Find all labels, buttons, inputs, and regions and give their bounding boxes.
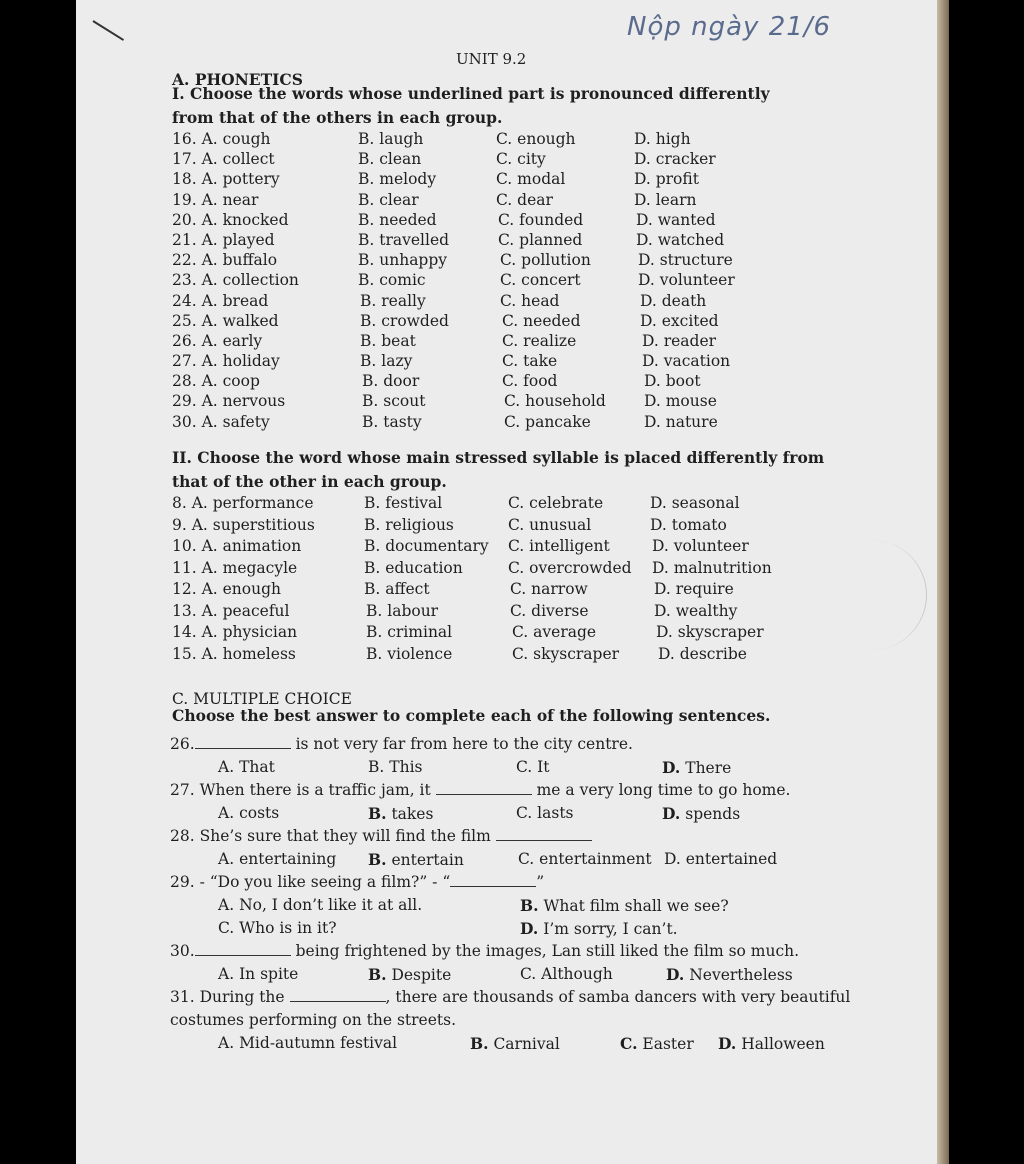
- multiple-choice-list: [170, 735, 850, 1057]
- options-27: A. costs B. takes C. lasts D. spends: [218, 804, 741, 823]
- unit-title: UNIT 9.2: [456, 50, 527, 68]
- worksheet-page: Nộp ngày 21/6 UNIT 9.2 A. PHONETICS I. Choose the words whose underlined part is pronounced differently from that of the others in each group. 16. A. cough B. laugh C. enough D. high 17. A. collect B. clean C. city D. cracker 18. A. pottery B. melody C. modal D. profit 19. A. near B. clear C. dear D. learn 20. A. knocked B. needed C. founded D. wanted 21. A. played B. travelled C. planned D. watched 22. A. buffalo B. unhappy C. pollution D. structure 23. A. collection B. comic C. concert D. volunteer 24. A. bread B. really C. head D. death 25. A. walked B. crowded C. needed D. excited 26. A. early B. beat C. realize D. reader 27. A. holiday B. lazy C. take D. vacation 28. A. coop B. door C. food D. boot 29. A. nervous B. scout C. household D. mouse 30. A. safety B. tasty C. pancake D. nature II. Choose the word whose main stressed syllable is placed differently from that of the other in each group. 8. A. performance B. festival C. celebrate D. seasonal 9. A. superstitious B. religious C. unusual D. tomato 10. A. animation B. documentary C. intelligent D. volunteer 11. A. megacyle B. education C. overcrowded D. malnutrition 12. A. enough B. affect C. narrow D. require 13. A. peaceful B. labour C. diverse D. wealthy 14. A. physician B. criminal C. average D. skyscraper 15. A. homeless B. violence C. skyscraper D. describe C. MULTIPLE CHOICE Choose the best answer to complete each of the following sentences. 26. is not very far from here to the city centre. A. That B. This C. It D. There 27. When there is a traffic jam, it me a very long time to go home. A. costs B. takes C. lasts D. spends 28. She’s sure that they will find the film A. entertaining B. entertain C. entertainment D. entertained 29. - “Do you like seeing a film?” - “ ” A. No, I don’t like it at all. B. What film shall we see? C. Who is in it? D. I’m sorry, I can’t. 30. being frightened by the images, Lan still liked the film so much. A. In spite B. Despite C. Although D. Nevertheless 31. During the , there are thousands of samba dancers with very beautiful costumes performing on the streets. A. Mid-autumn festival B. Carnival C. Easter D. Halloween: [76, 0, 948, 1164]
- answer-blank: [195, 955, 291, 956]
- part-1-instruction: I. Choose the words whose underlined part is pronounced differently from that of the others in each group.: [172, 84, 770, 127]
- options-29-cd: C. Who is in it? D. I’m sorry, I can’t.: [218, 919, 678, 938]
- table-edge: [937, 0, 949, 1164]
- question-28: 28. She’s sure that they will find the film: [170, 827, 850, 850]
- section-c-instruction: Choose the best answer to complete each of the following sentences.: [172, 706, 771, 725]
- answer-blank: [496, 840, 592, 841]
- question-31-line-2: costumes performing on the streets.: [170, 1011, 457, 1029]
- question-26: 26. is not very far from here to the city centre.: [170, 735, 633, 753]
- answer-blank: [290, 1001, 386, 1002]
- question-30: 30. being frightened by the images, Lan still liked the film so much.: [170, 942, 800, 960]
- handwritten-note: Nộp ngày 21/6: [627, 12, 832, 42]
- answer-blank: [195, 748, 291, 749]
- options-31: A. Mid-autumn festival B. Carnival C. Easter D. Halloween: [218, 1034, 825, 1053]
- answer-blank: [450, 886, 536, 887]
- section-a-heading: A. PHONETICS: [172, 70, 303, 89]
- part-2-instruction: II. Choose the word whose main stressed syllable is placed differently from that of the other in each group.: [172, 448, 825, 491]
- question-31: 31. During the , there are thousands of samba dancers with very beautiful: [170, 988, 851, 1006]
- options-30: A. In spite B. Despite C. Although D. Nevertheless: [218, 965, 793, 984]
- options-28: A. entertaining B. entertain C. entertainment D. entertained: [218, 850, 778, 869]
- question-29: 29. - “Do you like seeing a film?” - “ ”: [170, 873, 545, 891]
- options-26: A. That B. This C. It D. There: [218, 758, 732, 777]
- pen-mark: [92, 20, 124, 41]
- question-27: 27. When there is a traffic jam, it me a very long time to go home.: [170, 781, 791, 799]
- pencil-curve: [806, 540, 927, 650]
- section-c-heading: C. MULTIPLE CHOICE: [172, 690, 352, 708]
- answer-blank: [436, 794, 532, 795]
- options-29-ab: A. No, I don’t like it at all. B. What film shall we see?: [218, 896, 729, 915]
